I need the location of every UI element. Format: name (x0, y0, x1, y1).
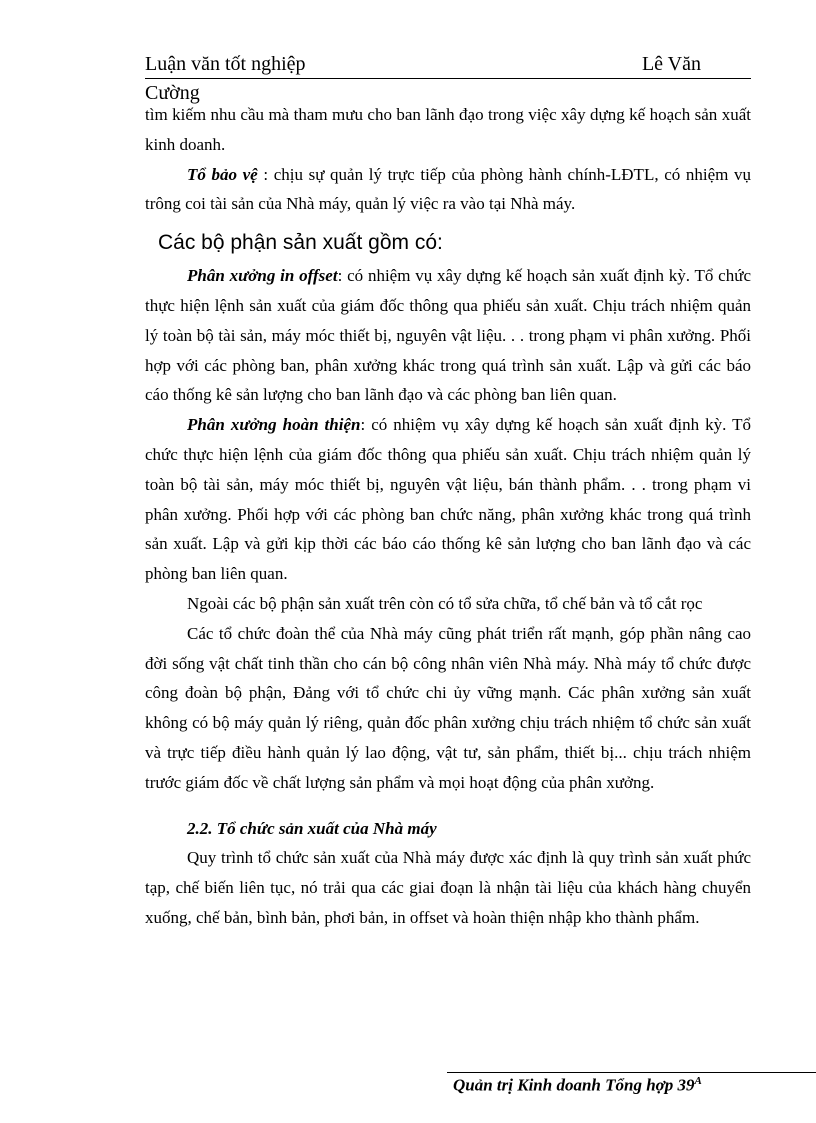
paragraph (145, 160, 751, 220)
footer-superscript: A (694, 1075, 702, 1087)
paragraph (145, 410, 751, 589)
header-author-continuation: Cường (145, 82, 200, 104)
paragraph-lead: Phân xưởng hoàn thiện (187, 415, 361, 435)
header-title: Luận văn tốt nghiệp (145, 53, 306, 75)
footer-text: Quản trị Kinh doanh Tổng hợp 39 (453, 1075, 695, 1095)
paragraph: Quy trình tổ chức sản xuất của Nhà máy được xác định là quy trình sản xuất phức tạp, chế biến liên tục, nó trải qua các giai đoạn là nhận tài liệu của khách hàng chuyển xuống, chế bản, bình bản, phơi bản, in offset và hoàn thiện nhập kho thành phẩm. (145, 848, 751, 927)
page-footer (447, 1072, 816, 1096)
paragraph-lead: Phân xưởng in offset (187, 266, 338, 286)
header-author: Lê Văn (641, 53, 701, 75)
paragraph: Các tổ chức đoàn thể của Nhà máy cũng phát triển rất mạnh, góp phần nâng cao đời sống vật chất tinh thần cho cán bộ công nhân viên Nhà máy. Nhà máy tổ chức được công đoàn bộ phận, Đảng với tổ chức chi ủy vững mạnh. Các phân xưởng sản xuất không có bộ máy quản lý riêng, quản đốc phân xưởng chịu trách nhiệm tổ chức sản xuất và trực tiếp điều hành quản lý lao động, vật tư, sản phẩm, thiết bị... chịu trách nhiệm trước giám đốc về chất lượng sản phẩm và mọi hoạt động của phân xưởng. (145, 623, 751, 792)
paragraph (145, 261, 751, 410)
document-body (145, 100, 751, 933)
paragraph-text: : có nhiệm vụ xây dựng kế hoạch sản xuất định kỳ. Tổ chức thực hiện lệnh của giám đốc thông qua phiếu sản xuất. Chịu trách nhiệm quản lý toàn bộ tài sản, máy móc thiết bị, nguyên vật liệu, bán thành phẩm. . . trong phạm vi phân xưởng. Phối hợp với các phòng ban chức năng, phân xưởng khác trong quá trình sản xuất. Lập và gửi kịp thời các báo cáo thống kê sản lượng cho ban lãnh đạo và các phòng ban liên quan. (145, 415, 751, 584)
paragraph-text: : chịu sự quản lý trực tiếp của phòng hành chính-LĐTL, có nhiệm vụ trông coi tài sản của Nhà máy, quản lý việc ra vào tại Nhà máy. (145, 164, 751, 214)
paragraph-text: : có nhiệm vụ xây dựng kế hoạch sản xuất định kỳ. Tổ chức thực hiện lệnh sản xuất của giám đốc thông qua phiếu sản xuất. Chịu trách nhiệm quản lý toàn bộ tài sản, máy móc thiết bị, nguyên vật liệu. . . trong phạm vi phân xưởng. Phối hợp với các phòng ban, phân xưởng khác trong quá trình sản xuất. Lập và gửi các báo cáo thống kê sản lượng cho ban lãnh đạo và các phòng ban liên quan. (145, 266, 751, 405)
subheading: Các bộ phận sản xuất gồm có: (158, 231, 443, 255)
section-heading: 2.2. Tổ chức sản xuất của Nhà máy (187, 818, 437, 838)
paragraph: tìm kiếm nhu cầu mà tham mưu cho ban lãnh đạo trong việc xây dựng kế hoạch sản xuất kinh doanh. (145, 105, 751, 154)
page-header (145, 50, 751, 107)
paragraph-lead: Tổ bảo vệ (187, 164, 258, 184)
header-row (145, 50, 751, 79)
paragraph: Ngoài các bộ phận sản xuất trên còn có tổ sửa chữa, tổ chế bản và tổ cắt rọc (187, 593, 703, 613)
